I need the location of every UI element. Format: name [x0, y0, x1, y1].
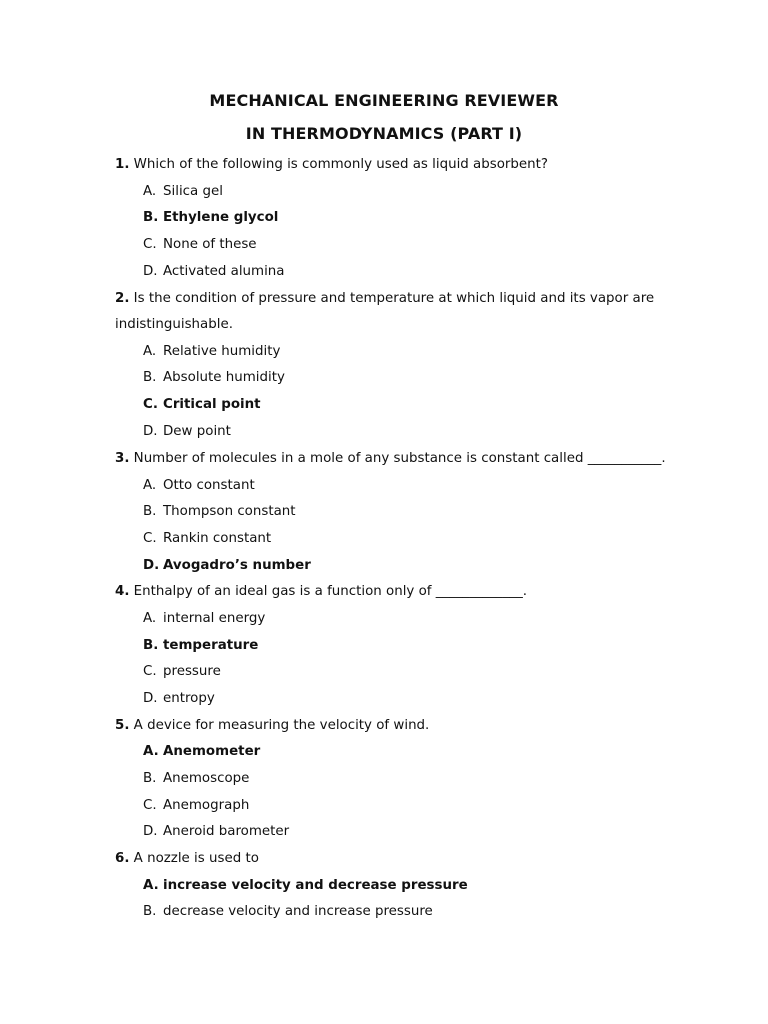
option-label: A.: [143, 184, 157, 199]
option-1d: [143, 263, 285, 281]
option-2c-correct: [143, 396, 261, 414]
option-text: Silica gel: [163, 184, 223, 199]
option-text: Anemoscope: [163, 771, 250, 786]
option-label: B.: [143, 771, 157, 786]
document-title-line-1: MECHANICAL ENGINEERING REVIEWER: [209, 91, 559, 110]
option-4b-correct: [143, 637, 258, 655]
option-label: A.: [143, 344, 157, 359]
option-3d-correct: [143, 557, 311, 575]
option-label: D.: [143, 264, 158, 279]
question-2-continued: indistinguishable.: [115, 317, 233, 332]
option-label: C.: [143, 664, 157, 679]
option-1b-correct: [143, 209, 278, 227]
option-3c: [143, 530, 271, 548]
question-number: 6.: [115, 851, 130, 866]
option-text: Otto constant: [163, 478, 255, 493]
option-text: Activated alumina: [163, 264, 285, 279]
option-label: B.: [143, 504, 157, 519]
option-text: temperature: [163, 638, 259, 653]
option-label: A.: [143, 478, 157, 493]
option-text: Rankin constant: [163, 531, 272, 546]
option-label: C.: [143, 798, 157, 813]
option-text: Dew point: [163, 424, 231, 439]
document-title-line-2: IN THERMODYNAMICS (PART I): [245, 124, 523, 143]
question-1: [115, 156, 548, 174]
option-2b: [143, 369, 285, 387]
option-label: A.: [143, 744, 159, 759]
question-4: [115, 583, 527, 601]
option-text: internal energy: [163, 611, 266, 626]
question-number: 4.: [115, 584, 130, 599]
option-1c: [143, 236, 257, 254]
question-text: Number of molecules in a mole of any substance is constant called ___________.: [133, 451, 666, 466]
option-label: D.: [143, 824, 158, 839]
question-3: [115, 450, 666, 468]
option-label: D.: [143, 691, 158, 706]
option-text: Critical point: [163, 397, 261, 412]
option-text: Anemograph: [163, 798, 250, 813]
option-text: Avogadro’s number: [163, 558, 311, 573]
question-2: [115, 290, 654, 308]
option-3a: [143, 477, 255, 495]
option-text: Relative humidity: [163, 344, 281, 359]
question-6: [115, 850, 259, 868]
question-text: Which of the following is commonly used as liquid absorbent?: [133, 157, 549, 172]
option-label: B.: [143, 904, 157, 919]
option-text: Ethylene glycol: [163, 210, 279, 225]
option-label: C.: [143, 531, 157, 546]
option-label: C.: [143, 237, 157, 252]
option-label: C.: [143, 397, 158, 412]
question-number: 5.: [115, 718, 130, 733]
question-text: A device for measuring the velocity of wind.: [133, 718, 430, 733]
question-number: 3.: [115, 451, 130, 466]
option-text: decrease velocity and increase pressure: [163, 904, 433, 919]
question-number: 2.: [115, 291, 130, 306]
option-label: A.: [143, 611, 157, 626]
option-text: increase velocity and decrease pressure: [163, 878, 468, 893]
option-4d: [143, 690, 215, 708]
option-2d: [143, 423, 231, 441]
question-text: A nozzle is used to: [133, 851, 259, 866]
option-6a-correct: [143, 877, 468, 895]
option-5c: [143, 797, 249, 815]
option-4c: [143, 663, 221, 681]
option-2a: [143, 343, 280, 361]
option-text: Thompson constant: [163, 504, 296, 519]
question-text: Enthalpy of an ideal gas is a function only of _____________.: [133, 584, 528, 599]
option-3b: [143, 503, 296, 521]
question-number: 1.: [115, 157, 130, 172]
option-label: A.: [143, 878, 159, 893]
option-6b: [143, 903, 433, 921]
option-label: D.: [143, 424, 158, 439]
option-label: B.: [143, 370, 157, 385]
option-label: D.: [143, 558, 160, 573]
option-text: Aneroid barometer: [163, 824, 290, 839]
option-text: pressure: [163, 664, 221, 679]
option-label: B.: [143, 638, 159, 653]
option-label: B.: [143, 210, 159, 225]
option-5a-correct: [143, 743, 260, 761]
option-text: Absolute humidity: [163, 370, 285, 385]
option-text: Anemometer: [163, 744, 261, 759]
option-1a: [143, 183, 223, 201]
option-4a: [143, 610, 265, 628]
option-text: None of these: [163, 237, 257, 252]
option-5d: [143, 823, 289, 841]
option-5b: [143, 770, 249, 788]
question-5: [115, 717, 429, 735]
question-text: Is the condition of pressure and temperature at which liquid and its vapor are: [133, 291, 655, 306]
option-text: entropy: [163, 691, 215, 706]
